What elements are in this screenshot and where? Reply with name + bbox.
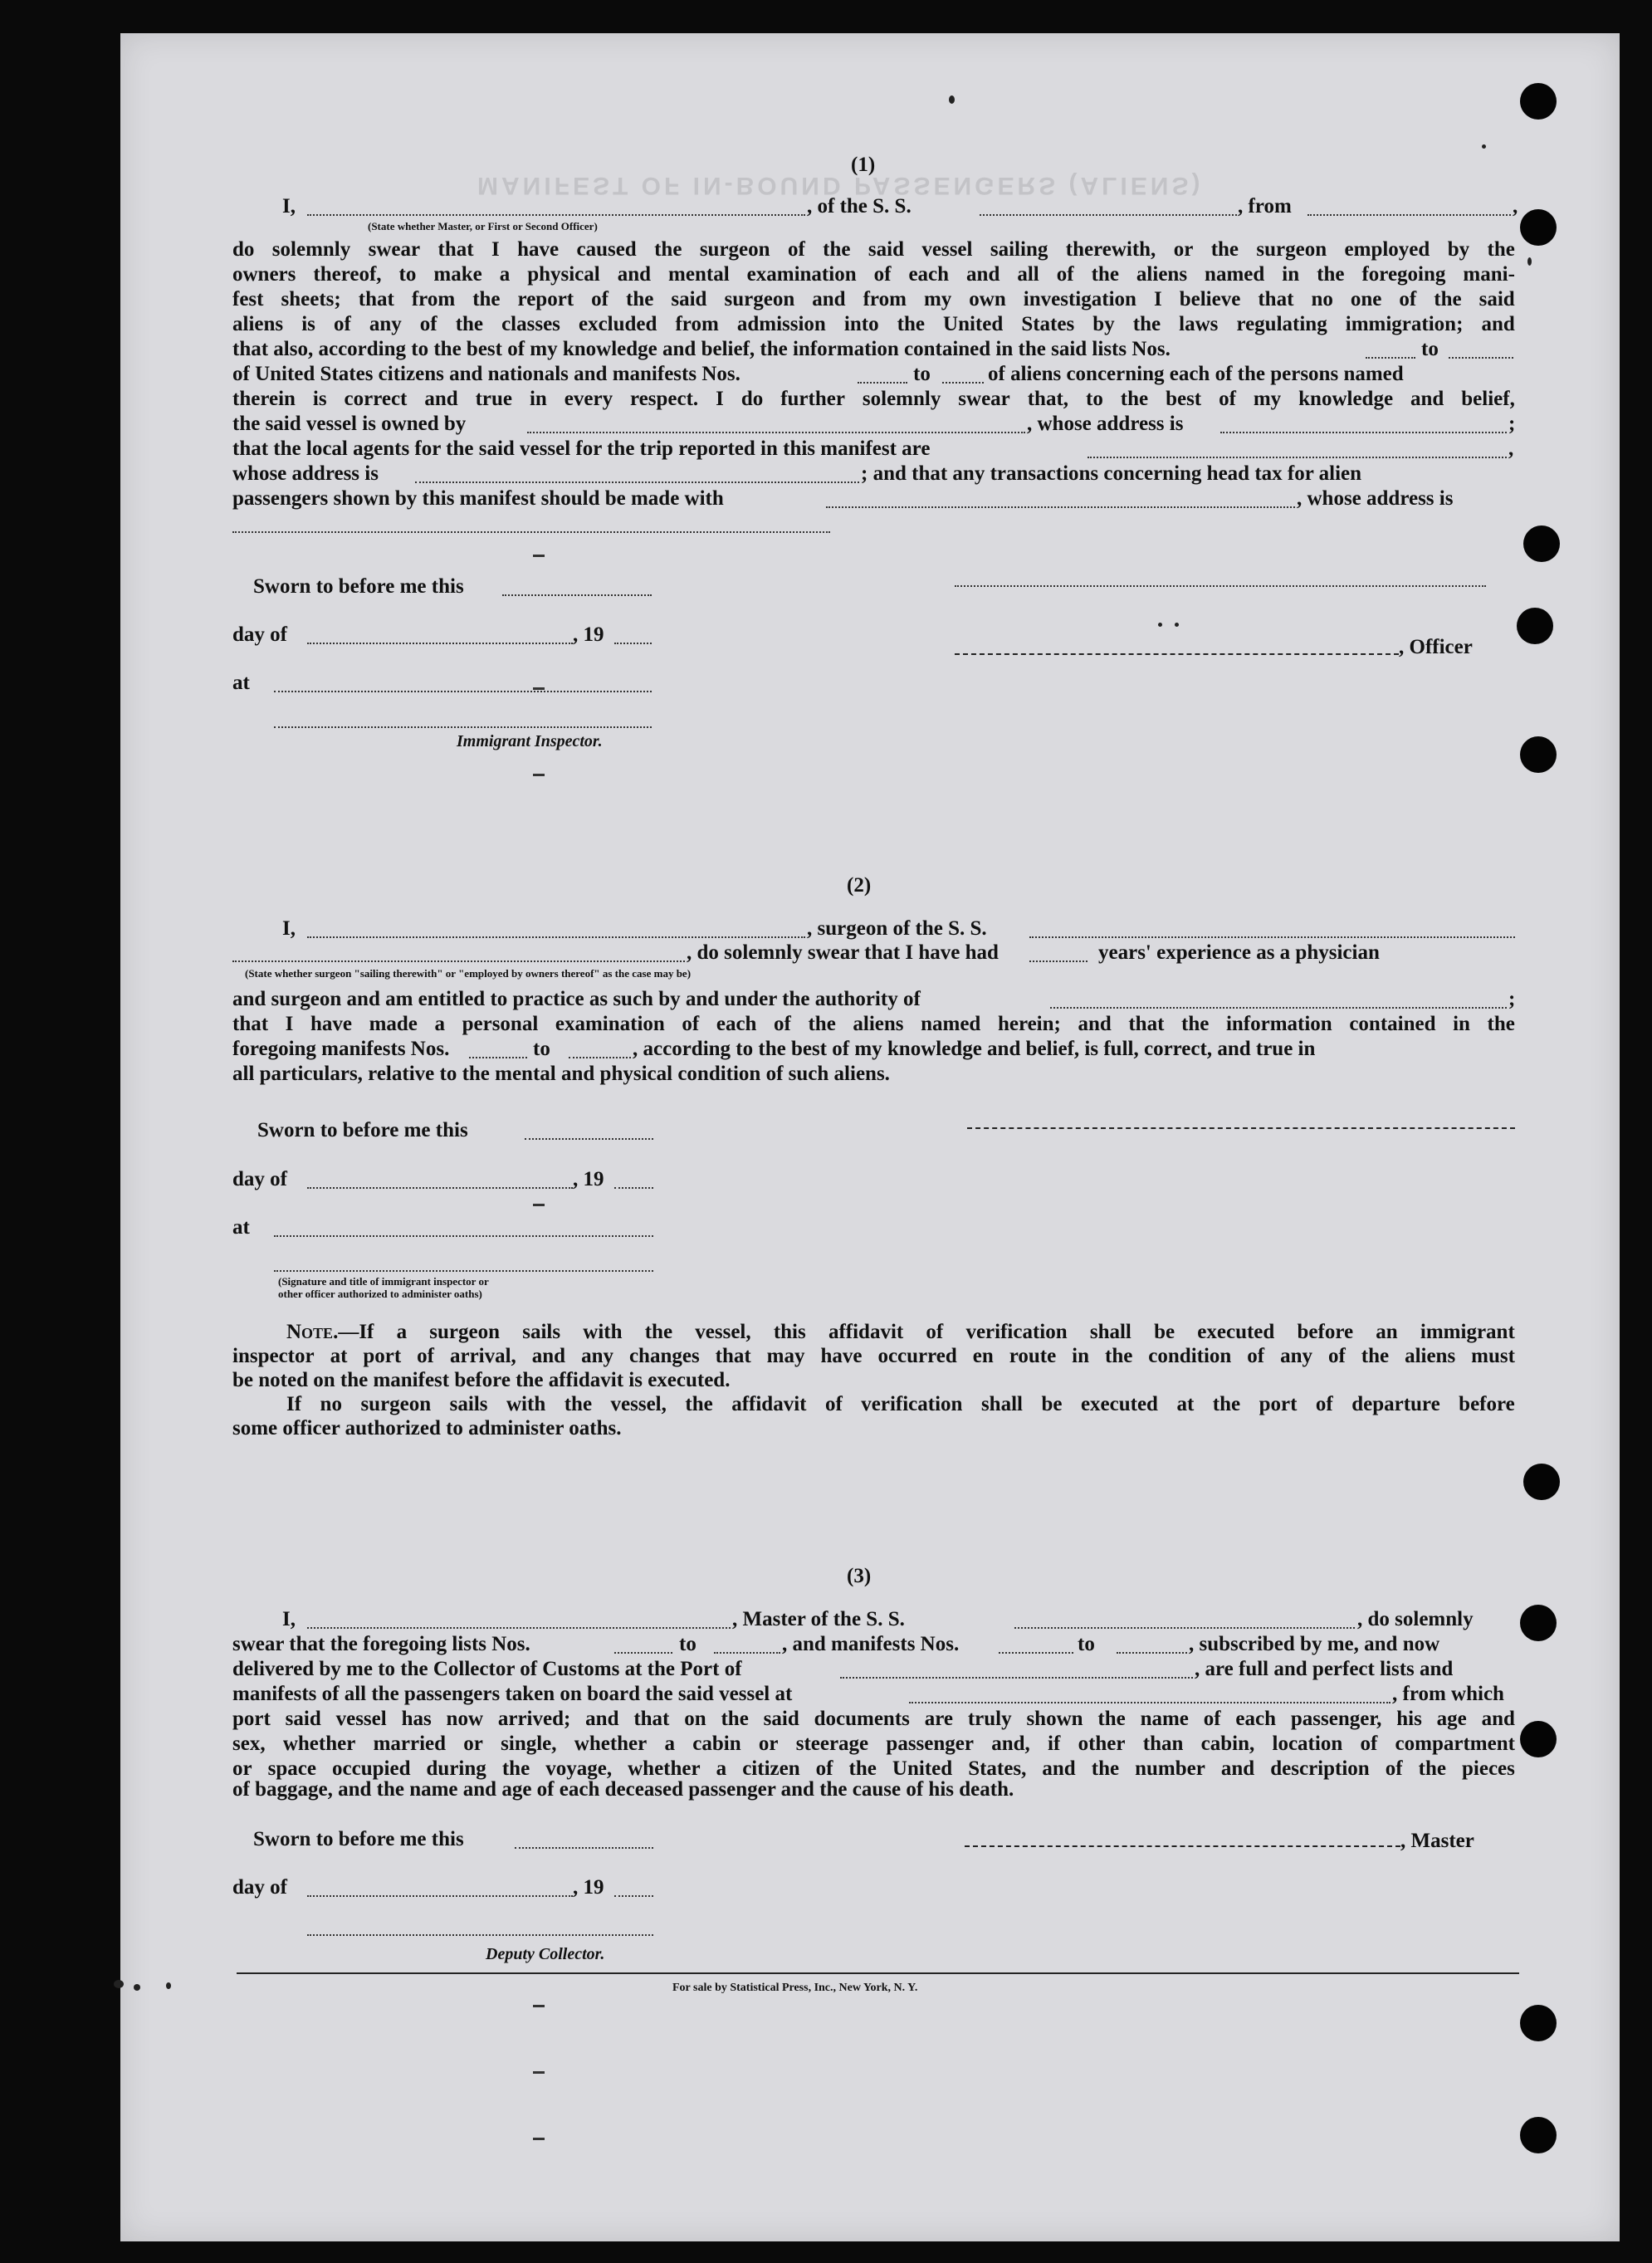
dash-mark xyxy=(533,555,545,557)
s1-line6-to: to xyxy=(1421,338,1439,360)
bleed-through-heading: MANIFEST OF IN-BOUND PASSENGERS (ALIENS) xyxy=(477,172,1204,199)
s3-line4-end: , from which xyxy=(1392,1683,1504,1705)
s1-line11-address: whose address is xyxy=(232,462,379,485)
footer-rule xyxy=(237,1972,1519,1974)
s3-master-label: , Master xyxy=(1400,1830,1474,1852)
s1-line6: that also, according to the best of my knowledge and belief, the information contained in the said lists Nos. xyxy=(232,338,1171,360)
s2-note-line-5: some officer authorized to administer oaths. xyxy=(232,1417,622,1439)
s1-agents-address-field[interactable] xyxy=(415,481,859,483)
s3-line3: delivered by me to the Collector of Customs at the Port of xyxy=(232,1658,742,1680)
s1-inspector-title: Immigrant Inspector. xyxy=(457,732,603,750)
dash-mark xyxy=(533,2005,545,2007)
s2-signature-caption-2: other officer authorized to administer oaths) xyxy=(278,1288,482,1300)
s2-year-field[interactable] xyxy=(614,1187,653,1189)
s1-head-tax-address-field[interactable] xyxy=(232,531,830,533)
s3-master-signature-line[interactable] xyxy=(965,1845,1400,1847)
s2-surgeon-status-field[interactable] xyxy=(232,960,685,962)
s3-line4: manifests of all the passengers taken on board the said vessel at xyxy=(232,1683,793,1705)
s1-line10: that the local agents for the said vessel for the trip reported in this manifest are xyxy=(232,437,931,460)
s1-line12: passengers shown by this manifest should be made with xyxy=(232,487,724,510)
s1-officer-field[interactable] xyxy=(307,214,805,216)
s2-line2: , do solemnly swear that I have had xyxy=(687,941,999,964)
dash-mark xyxy=(533,2071,545,2074)
ink-speck xyxy=(1158,623,1162,627)
s2-manifests-from-field[interactable] xyxy=(469,1057,527,1058)
s1-head-tax-field[interactable] xyxy=(826,506,1295,508)
punch-hole xyxy=(1520,1721,1557,1757)
s3-line2-end: , subscribed by me, and now xyxy=(1189,1633,1440,1655)
ink-speck xyxy=(134,1984,140,1991)
punch-hole xyxy=(1523,525,1560,562)
s2-signature-caption-1: (Signature and title of immigrant inspector or xyxy=(278,1275,489,1288)
s1-signature-line-1[interactable] xyxy=(955,585,1486,587)
s2-line1-i: I, xyxy=(282,917,296,940)
s1-officer-signature-line[interactable] xyxy=(955,653,1399,655)
s2-line5-rest: , according to the best of my knowledge and belief, is full, correct, and true in xyxy=(633,1038,1316,1060)
punch-hole xyxy=(1520,1605,1557,1641)
s1-line8: therein is correct and true in every respect. I do further solemnly swear that, to the best of my knowledge and belief, xyxy=(232,388,1515,410)
s1-line10-end: , xyxy=(1508,437,1514,460)
s2-line4: that I have made a personal examination of each of the aliens named herein; and that the information contained in the xyxy=(232,1013,1515,1035)
s2-note-line-2: inspector at port of arrival, and any changes that may have occurred en route in the condition of any of the aliens must xyxy=(232,1345,1515,1367)
s2-line5-to: to xyxy=(533,1038,550,1060)
s1-line11-rest: ; and that any transactions concerning head tax for alien xyxy=(861,462,1362,485)
s2-line5: foregoing manifests Nos. xyxy=(232,1038,450,1060)
s1-body-line-4: aliens is of any of the classes excluded from admission into the United States by the laws regulating immigration; and xyxy=(232,313,1515,335)
ink-speck xyxy=(166,1982,171,1989)
punch-hole xyxy=(1520,83,1557,120)
s2-note-line-4: If no surgeon sails with the vessel, the affidavit of verification shall be executed at the port of departure before xyxy=(286,1393,1515,1415)
punch-hole xyxy=(1520,2117,1557,2153)
s3-master-field[interactable] xyxy=(307,1627,731,1629)
s1-inspector-signature-line[interactable] xyxy=(274,726,652,728)
s1-line7-rest: of aliens concerning each of the persons named xyxy=(988,363,1404,385)
s1-owner-address-field[interactable] xyxy=(1220,432,1507,433)
s1-officer-label: , Officer xyxy=(1399,636,1473,658)
s2-ship-field[interactable] xyxy=(1029,936,1515,938)
s2-inspector-signature-line[interactable] xyxy=(274,1270,653,1272)
s3-line1-i: I, xyxy=(282,1608,296,1630)
s1-at-field[interactable] xyxy=(274,691,652,692)
s2-authority-field[interactable] xyxy=(1050,1007,1507,1009)
s1-lists-from-field[interactable] xyxy=(1366,357,1415,359)
dash-mark xyxy=(533,774,545,776)
section-1-number: (1) xyxy=(851,154,876,176)
ink-speck xyxy=(1175,623,1179,627)
s1-sworn-label: Sworn to before me this xyxy=(253,575,464,598)
s1-line9-end: ; xyxy=(1508,413,1516,435)
s3-day-field[interactable] xyxy=(307,1895,573,1897)
ink-speck xyxy=(1527,257,1532,266)
s3-ship-field[interactable] xyxy=(1014,1627,1355,1629)
s2-day-label: day of xyxy=(232,1168,287,1190)
s1-agents-field[interactable] xyxy=(1087,457,1507,458)
s1-year-label: , 19 xyxy=(573,623,604,646)
dash-mark xyxy=(533,1204,545,1206)
s1-officer-caption: (State whether Master, or First or Second Officer) xyxy=(368,220,598,232)
section-3-number: (3) xyxy=(847,1565,872,1587)
s3-sworn-field[interactable] xyxy=(515,1847,653,1849)
s1-ship-field[interactable] xyxy=(980,214,1237,216)
dash-mark xyxy=(533,687,545,690)
punch-hole xyxy=(1517,608,1553,644)
s3-port-field[interactable] xyxy=(840,1677,1193,1679)
s2-at-label: at xyxy=(232,1216,250,1239)
s3-lists-from-field[interactable] xyxy=(614,1652,672,1654)
s3-manifests-from-field[interactable] xyxy=(999,1652,1073,1654)
s3-year-label: , 19 xyxy=(573,1876,604,1899)
s1-at-label: at xyxy=(232,672,250,694)
s1-line7-to: to xyxy=(913,363,931,385)
form-page xyxy=(120,33,1620,2241)
ink-speck xyxy=(949,95,955,104)
dash-mark xyxy=(533,2138,545,2140)
s2-surgeon-signature-line[interactable] xyxy=(967,1127,1515,1129)
s2-line1-ship: , surgeon of the S. S. xyxy=(807,917,987,940)
s1-manifests-from-field[interactable] xyxy=(858,382,907,384)
s3-line3-end: , are full and perfect lists and xyxy=(1195,1658,1454,1680)
s2-years-field[interactable] xyxy=(1029,960,1087,962)
s3-collector-signature-line[interactable] xyxy=(307,1934,653,1936)
s1-day-field[interactable] xyxy=(307,643,573,644)
s1-owner-field[interactable] xyxy=(527,432,1025,433)
s1-line7: of United States citizens and nationals and manifests Nos. xyxy=(232,363,740,385)
ink-speck xyxy=(1482,144,1486,149)
s1-line12-end: , whose address is xyxy=(1297,487,1454,510)
punch-hole xyxy=(1523,1464,1560,1500)
s3-line2-to: to xyxy=(679,1633,696,1655)
s3-line5: port said vessel has now arrived; and that on the said documents are truly shown the name of each passenger, his age and xyxy=(232,1708,1515,1730)
s3-year-field[interactable] xyxy=(614,1895,653,1897)
s3-sworn-label: Sworn to before me this xyxy=(253,1828,464,1850)
s3-manifests-to-field[interactable] xyxy=(1117,1652,1187,1654)
footer-imprint: For sale by Statistical Press, Inc., New York, N. Y. xyxy=(672,1982,918,1994)
s1-line9-address: , whose address is xyxy=(1027,413,1184,435)
s2-manifests-to-field[interactable] xyxy=(569,1057,631,1058)
s2-status-caption: (State whether surgeon "sailing therewith" or "employed by owners thereof" as the case may be) xyxy=(245,967,692,980)
ink-speck xyxy=(114,1980,124,1988)
s2-day-field[interactable] xyxy=(307,1187,573,1189)
s1-year-field[interactable] xyxy=(614,643,652,644)
s3-line2-manifests: , and manifests Nos. xyxy=(782,1633,960,1655)
s3-line2-lists: swear that the foregoing lists Nos. xyxy=(232,1633,530,1655)
s1-line9-owned: the said vessel is owned by xyxy=(232,413,467,435)
s2-line3: and surgeon and am entitled to practice as such by and under the authority of xyxy=(232,988,921,1010)
s1-line1-i: I, xyxy=(282,195,296,218)
s2-note-line-1: Note.—If a surgeon sails with the vessel, this affidavit of verification shall be executed before an immigrant xyxy=(286,1321,1515,1343)
punch-hole xyxy=(1520,209,1557,246)
s1-body-line-3: fest sheets; that from the report of the said surgeon and from my own investigation I believe that no one of the said xyxy=(232,288,1515,310)
s1-day-label: day of xyxy=(232,623,287,646)
s3-line8: of baggage, and the name and age of each deceased passenger and the cause of his death. xyxy=(232,1778,1014,1801)
s3-departure-port-field[interactable] xyxy=(909,1702,1391,1703)
s2-note-line-3: be noted on the manifest before the affidavit is executed. xyxy=(232,1369,731,1391)
s1-lists-to-field[interactable] xyxy=(1449,357,1513,359)
s1-line1-from: , from xyxy=(1238,195,1292,218)
s2-year-label: , 19 xyxy=(573,1168,604,1190)
s2-line3-end: ; xyxy=(1508,988,1516,1010)
s2-line6: all particulars, relative to the mental and physical condition of such aliens. xyxy=(232,1063,890,1085)
s2-note-label: Note. xyxy=(286,1321,339,1343)
punch-hole xyxy=(1520,2005,1557,2041)
s3-line7: or space occupied during the voyage, whether a citizen of the United States, and the number and description of the pieces xyxy=(232,1757,1515,1780)
s1-body-line-2: owners thereof, to make a physical and mental examination of each and all of the aliens named in the foregoing mani- xyxy=(232,263,1515,286)
s3-line1-end: , do solemnly xyxy=(1357,1608,1474,1630)
s3-collector-title: Deputy Collector. xyxy=(486,1945,605,1963)
s3-line2-to2: to xyxy=(1078,1633,1095,1655)
s1-line1-comma: , xyxy=(1513,195,1518,218)
s2-surgeon-field[interactable] xyxy=(307,936,805,938)
s2-sworn-label: Sworn to before me this xyxy=(257,1119,468,1141)
s2-sworn-field[interactable] xyxy=(525,1138,653,1140)
section-2-number: (2) xyxy=(847,874,872,897)
s1-sworn-field[interactable] xyxy=(502,594,652,596)
s3-day-label: day of xyxy=(232,1876,287,1899)
s2-at-field[interactable] xyxy=(274,1235,653,1237)
s1-line1-ship: , of the S. S. xyxy=(807,195,912,218)
s3-line6: sex, whether married or single, whether a cabin or steerage passenger and, if other than cabin, location of compartment xyxy=(232,1733,1515,1755)
s2-line2-rest: years' experience as a physician xyxy=(1098,941,1380,964)
s3-line1-ship: , Master of the S. S. xyxy=(732,1608,905,1630)
s1-body-line-1: do solemnly swear that I have caused the surgeon of the said vessel sailing therewith, or the surgeon employed by the xyxy=(232,238,1515,261)
s3-lists-to-field[interactable] xyxy=(714,1652,780,1654)
punch-hole xyxy=(1520,736,1557,773)
s1-from-field[interactable] xyxy=(1307,214,1511,216)
s1-manifests-to-field[interactable] xyxy=(942,382,984,384)
